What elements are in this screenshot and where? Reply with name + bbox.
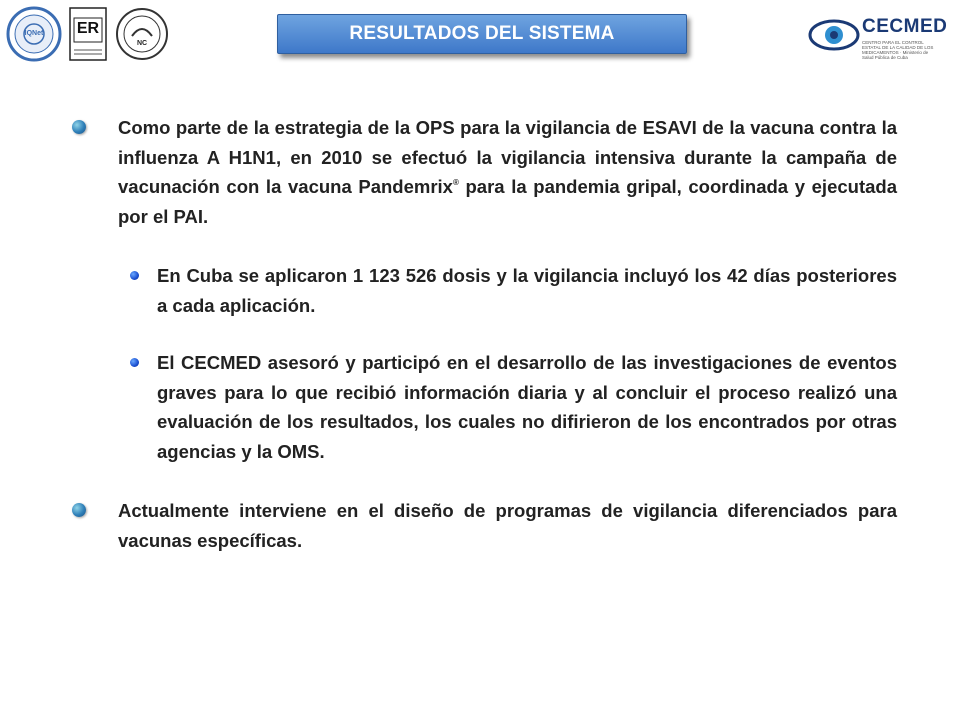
iqnet-logo-text: IQNet bbox=[24, 30, 44, 37]
iqnet-certification-logo bbox=[6, 6, 62, 62]
paragraph-cecmed-advice: El CECMED asesoró y participó en el desarrollo de las investigaciones de eventos graves para lo que recibió información diaria y al concluir el proceso realizó una evaluación de los resultados, los cuales no difirieron de los encontrados por otras agencias y la OMS. bbox=[157, 352, 897, 462]
paragraph-ops-strategy-text-end: para la pandemia gripal, coordinada y ejecutada por el PAI. bbox=[118, 176, 897, 227]
registered-mark: ® bbox=[452, 178, 459, 187]
bullet-icon bbox=[72, 503, 86, 517]
sub-bullet-icon bbox=[130, 358, 139, 367]
eye-icon bbox=[808, 12, 860, 58]
aenor-er-logo bbox=[68, 6, 108, 62]
paragraph-cuba-doses: En Cuba se aplicaron 1 123 526 dosis y la vigilancia incluyó los 42 días posteriores a cada aplicación. bbox=[157, 265, 897, 316]
seal-logo-text: NC bbox=[136, 40, 148, 47]
cecmed-logo-subtitle: CENTRO PARA EL CONTROL ESTATAL DE LA CALIDAD DE LOS MEDICAMENTOS · Ministerio de Salud Pública de Cuba bbox=[862, 40, 934, 60]
certification-seal-logo bbox=[114, 6, 170, 62]
round-seal-icon bbox=[114, 6, 170, 62]
paragraph-ops-strategy bbox=[118, 113, 897, 231]
paragraph-ops-strategy-text: Como parte de la estrategia de la OPS para la vigilancia de ESAVI de la vacuna contra la influenza A H1N1, en 2010 se efectuó la vigilancia intensiva durante la campaña de vacunación con la vacuna Pandemrix bbox=[118, 117, 897, 197]
bullet-icon bbox=[72, 120, 86, 134]
aenor-logo-text: ER bbox=[76, 20, 100, 37]
certification-logos bbox=[6, 6, 170, 62]
cecmed-logo bbox=[808, 10, 948, 60]
paragraph-current-programs: Actualmente interviene en el diseño de programas de vigilancia diferenciados para vacunas específicas. bbox=[118, 500, 897, 551]
cecmed-logo-text: CECMED bbox=[862, 16, 948, 37]
page-title: RESULTADOS DEL SISTEMA bbox=[277, 14, 687, 54]
sub-bullet-icon bbox=[130, 271, 139, 280]
